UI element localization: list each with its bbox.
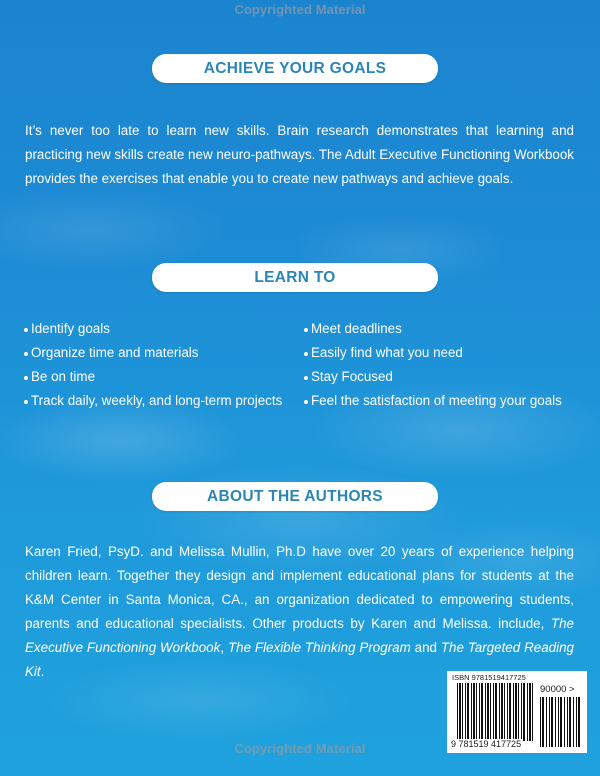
- list-item: Track daily, weekly, and long-term projects: [24, 389, 282, 413]
- isbn-label: ISBN 9781519417725: [452, 673, 526, 682]
- list-item: Be on time: [24, 365, 282, 389]
- bullet-icon: [304, 376, 308, 380]
- barcode-addon-bars-icon: [540, 697, 580, 747]
- book-title-targeted-reading-kit: The Targeted Reading Kit: [25, 640, 574, 680]
- about-authors-paragraph: Karen Fried, PsyD. and Melissa Mullin, Ph.D have over 20 years of experience helping children learn. Together they design and implement educational plans for students at the K&M Center in Santa Monica, CA., an organization dedicated to empowering students, parents and educational specialists. Other products by Karen and Melissa. include, The Executive Functioning Workbook, The Flexible Thinking Program and The Targeted Reading Kit.: [25, 544, 574, 680]
- learn-to-heading-banner: [152, 263, 438, 292]
- isbn-digits: 9 781519 417725: [451, 739, 522, 749]
- list-item: Identify goals: [24, 317, 282, 341]
- copyright-watermark-bottom: Copyrighted Material: [234, 741, 366, 756]
- book-title-executive-functioning-workbook: The Executive Functioning Workbook: [25, 616, 574, 656]
- achieve-goals-paragraph: It’s never too late to learn new skills. Brain research demonstrates that learning and practicing new skills create new neuro-pathways. The Adult Executive Functioning Workbook provides the exercises that enable you to create new pathways and achieve goals.: [25, 123, 574, 187]
- list-item: Meet deadlines: [304, 317, 562, 341]
- book-title-flexible-thinking-program: The Flexible Thinking Program: [227, 640, 411, 656]
- bullet-icon: [304, 352, 308, 356]
- bullet-icon: [24, 400, 28, 404]
- achieve-goals-heading-banner: [152, 54, 438, 83]
- barcode-bars-icon: [457, 683, 535, 741]
- about-authors-heading-banner: [152, 482, 438, 511]
- learn-to-list-right: [304, 317, 562, 413]
- achieve-goals-heading: ACHIEVE YOUR GOALS: [203, 59, 387, 77]
- bullet-icon: [304, 328, 308, 332]
- bullet-icon: [304, 400, 308, 404]
- list-item: Feel the satisfaction of meeting your goals: [304, 389, 562, 413]
- copyright-watermark-top: Copyrighted Material: [234, 2, 366, 17]
- bullet-icon: [24, 352, 28, 356]
- about-authors-heading: ABOUT THE AUTHORS: [207, 487, 383, 505]
- learn-to-heading: LEARN TO: [254, 268, 336, 286]
- list-item: Stay Focused: [304, 365, 562, 389]
- list-item: Easily find what you need: [304, 341, 562, 365]
- bullet-icon: [24, 376, 28, 380]
- bullet-icon: [24, 328, 28, 332]
- list-item: Organize time and materials: [24, 341, 282, 365]
- price-code: 90000 >: [540, 684, 575, 695]
- learn-to-list-left: [24, 317, 282, 413]
